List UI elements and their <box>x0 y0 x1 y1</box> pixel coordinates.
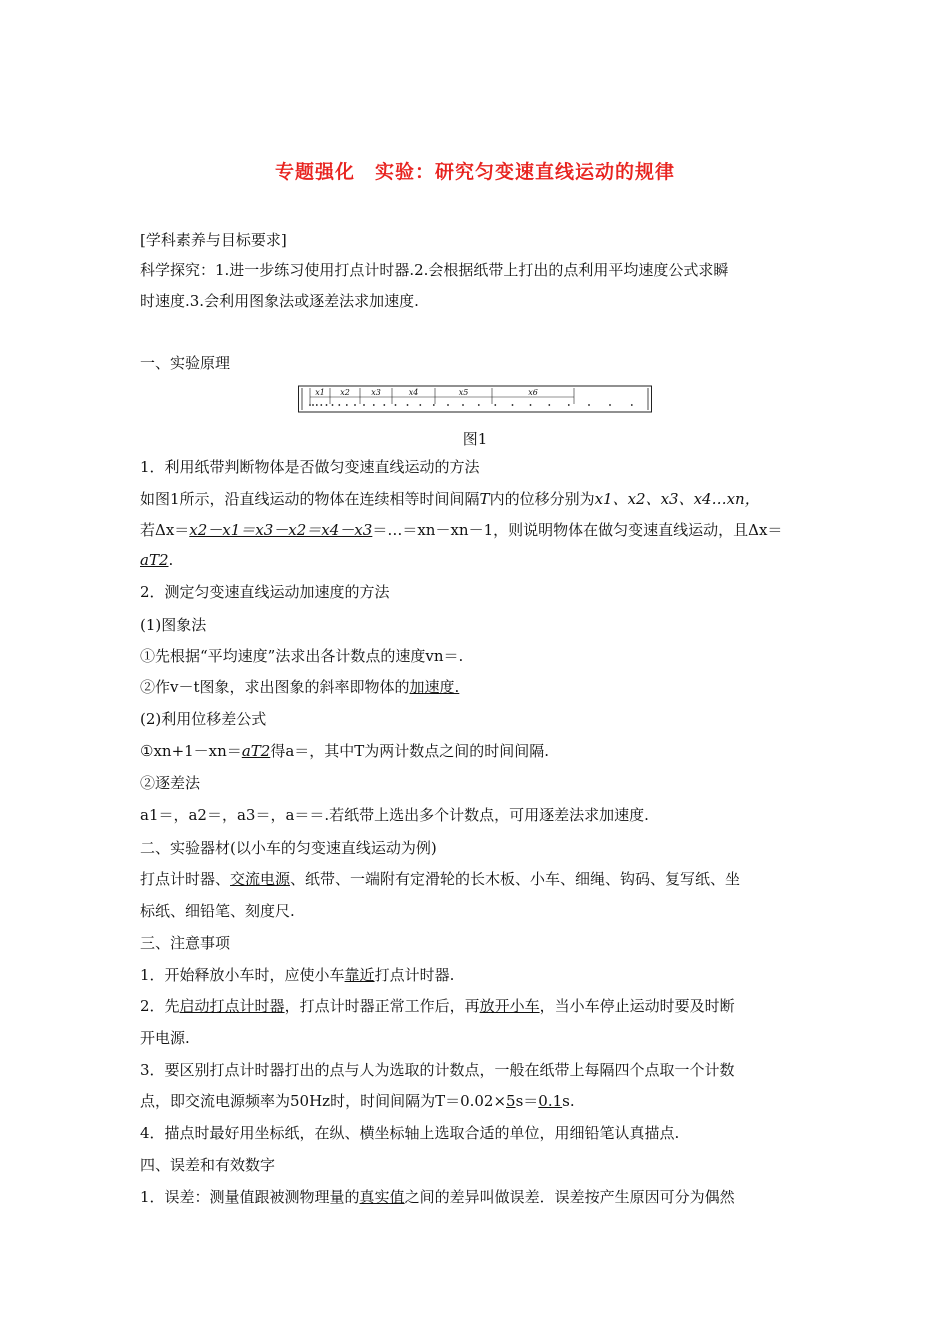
tape-dot <box>312 404 314 406</box>
tape-dot <box>530 404 532 406</box>
note-1-underlined: 靠近 <box>344 966 375 984</box>
tape-dot <box>407 404 409 406</box>
tape-dot <box>309 404 311 406</box>
p2-sub-2: (2)利用位移差公式 <box>140 710 267 728</box>
note-1-text-b: 打点计时器. <box>374 966 455 984</box>
tape-dot <box>548 404 550 406</box>
note-3-line-1: 3．要区别打点计时器打出的点与人为选取的计数点，一般在纸带上每隔四个点取一个计数 <box>140 1061 735 1079</box>
tape-dot <box>316 404 318 406</box>
segment-label-4: x4 <box>408 388 419 397</box>
note-3-line-2 <box>140 1091 812 1111</box>
tape-dot <box>338 404 340 406</box>
sec2-line-1-underlined: 交流电源 <box>230 870 291 888</box>
note-3-text-c: s. <box>562 1092 575 1110</box>
segment-label-1: x1 <box>315 388 325 397</box>
p1-line-3-underlined: aT2 <box>140 551 169 569</box>
tape-dot <box>346 404 348 406</box>
note-4: 4．描点时最好用坐标纸，在纵、横坐标轴上选取合适的单位，用细铅笔认真描点. <box>140 1124 680 1142</box>
section-2-heading: 二、实验器材(以小车的匀变速直线运动为例) <box>140 839 437 857</box>
page-title: 专题强化 实验：研究匀变速直线运动的规律 <box>274 161 675 183</box>
note-2-text-b: ，打点计时器正常工作后，再 <box>284 997 480 1015</box>
segment-label-6: x6 <box>528 388 538 397</box>
note-2 <box>140 996 812 1016</box>
sec2-line-1-text-b: 、纸带、一端附有定滑轮的长木板、小车、细绳、钩码、复写纸、坐 <box>290 870 741 888</box>
p1-T: T <box>479 490 490 508</box>
requirements-heading: [学科素养与目标要求] <box>140 231 287 249</box>
p1-line-1-text-a: 如图1所示，沿直线运动的物体在连续相等时间间隔 <box>140 490 480 508</box>
figure-caption: 图1 <box>462 430 488 448</box>
note-3-underlined-2: 0.1 <box>538 1092 563 1110</box>
section-1-heading: 一、实验原理 <box>140 354 231 372</box>
sec2-line-1-text-a: 打点计时器、 <box>140 870 231 888</box>
section-4-heading: 四、误差和有效数字 <box>140 1156 276 1174</box>
tape-dot <box>512 404 514 406</box>
note-2-text-a: 2．先 <box>140 997 180 1015</box>
p2-item-3-text-a: ①xn+1－xn＝ <box>140 742 242 760</box>
p1-displacements: x1、x2、x3、x4…xn， <box>594 490 760 508</box>
p1-line-2-text-a: 若Δx＝ <box>140 521 190 539</box>
tape-dot <box>588 404 590 406</box>
error-text-b: 之间的差异叫做误差．误差按产生原因可分为偶然 <box>404 1188 735 1206</box>
tape-dot <box>631 404 633 406</box>
note-3-underlined-1: 5 <box>506 1092 516 1110</box>
tape-dot <box>373 404 375 406</box>
note-1-text-a: 1．开始释放小车时，应使小车 <box>140 966 345 984</box>
p2-item-3 <box>140 741 812 761</box>
tape-dot <box>363 404 365 406</box>
p1-line-1 <box>140 489 812 509</box>
p1-line-3-end: . <box>168 551 174 569</box>
p2-sub-1: (1)图象法 <box>140 616 207 634</box>
note-2-underlined-1: 启动打点计时器 <box>179 997 285 1015</box>
segment-label-3: x3 <box>371 388 381 397</box>
p2-item-3-text-b: 得a＝，其中T为两计数点之间的时间间隔. <box>270 742 550 760</box>
requirements-line-2: 时速度.3.会利用图象法或逐差法求加速度. <box>140 292 419 310</box>
tape-dot <box>326 404 328 406</box>
paper-tape-figure <box>298 382 652 416</box>
note-2-line-2: 开电源. <box>140 1029 190 1047</box>
segment-label-5: x5 <box>458 388 469 397</box>
tape-dot <box>462 404 464 406</box>
note-2-underlined-2: 放开小车 <box>479 997 540 1015</box>
p2-item-3-underlined: aT2 <box>241 742 271 760</box>
p2-item-4: ②逐差法 <box>140 774 201 792</box>
tape-dot <box>354 404 356 406</box>
error-text-a: 1．误差：测量值跟被测物理量的 <box>140 1188 360 1206</box>
tape-dot <box>447 404 449 406</box>
tape-dot <box>395 404 397 406</box>
note-3-text-a: 点，即交流电源频率为50Hz时，时间间隔为T＝0.02× <box>140 1092 507 1110</box>
tape-dot <box>494 404 496 406</box>
note-1 <box>140 965 812 985</box>
sec2-line-1 <box>140 869 812 889</box>
tape-dot <box>383 404 385 406</box>
error-line-1 <box>140 1187 812 1207</box>
p1-line-2 <box>140 520 812 540</box>
tape-dot <box>419 404 421 406</box>
tape-dot <box>320 404 322 406</box>
p1-line-2-underlined: x2－x1＝x3－x2＝x4－x3 <box>189 521 373 539</box>
p1-line-2-text-b: ＝…＝xn－xn－1，则说明物体在做匀变速直线运动，且Δx＝ <box>372 521 783 539</box>
error-underlined: 真实值 <box>359 1188 405 1206</box>
p1-line-3 <box>140 550 812 570</box>
requirements-line-1: 科学探究：1.进一步练习使用打点计时器.2.会根据纸带上打出的点利用平均速度公式求瞬 <box>140 261 729 279</box>
p1-line-1-text-b: 内的位移分别为 <box>489 490 595 508</box>
p2-item-5: a1＝，a2＝，a3＝，a＝＝.若纸带上选出多个计数点，可用逐差法求加速度. <box>140 806 649 824</box>
p2-item-2-text: ②作v－t图象，求出图象的斜率即物体的 <box>140 678 410 696</box>
tape-dot <box>478 404 480 406</box>
p1-heading: 1．利用纸带判断物体是否做匀变速直线运动的方法 <box>140 458 480 476</box>
note-2-text-c: ，当小车停止运动时要及时断 <box>539 997 735 1015</box>
p2-heading: 2．测定匀变速直线运动加速度的方法 <box>140 583 390 601</box>
section-3-heading: 三、注意事项 <box>140 934 231 952</box>
p2-item-2 <box>140 677 812 697</box>
tape-dot <box>433 404 435 406</box>
note-3-text-b: s＝ <box>515 1092 539 1110</box>
tape-dot <box>332 404 334 406</box>
tape-dot <box>568 404 570 406</box>
p2-item-1: ①先根据“平均速度”法求出各计数点的速度vn＝. <box>140 647 464 665</box>
sec2-line-2: 标纸、细铅笔、刻度尺. <box>140 902 295 920</box>
p2-item-2-underlined: 加速度. <box>409 678 460 696</box>
segment-label-2: x2 <box>340 388 350 397</box>
tape-dot <box>609 404 611 406</box>
